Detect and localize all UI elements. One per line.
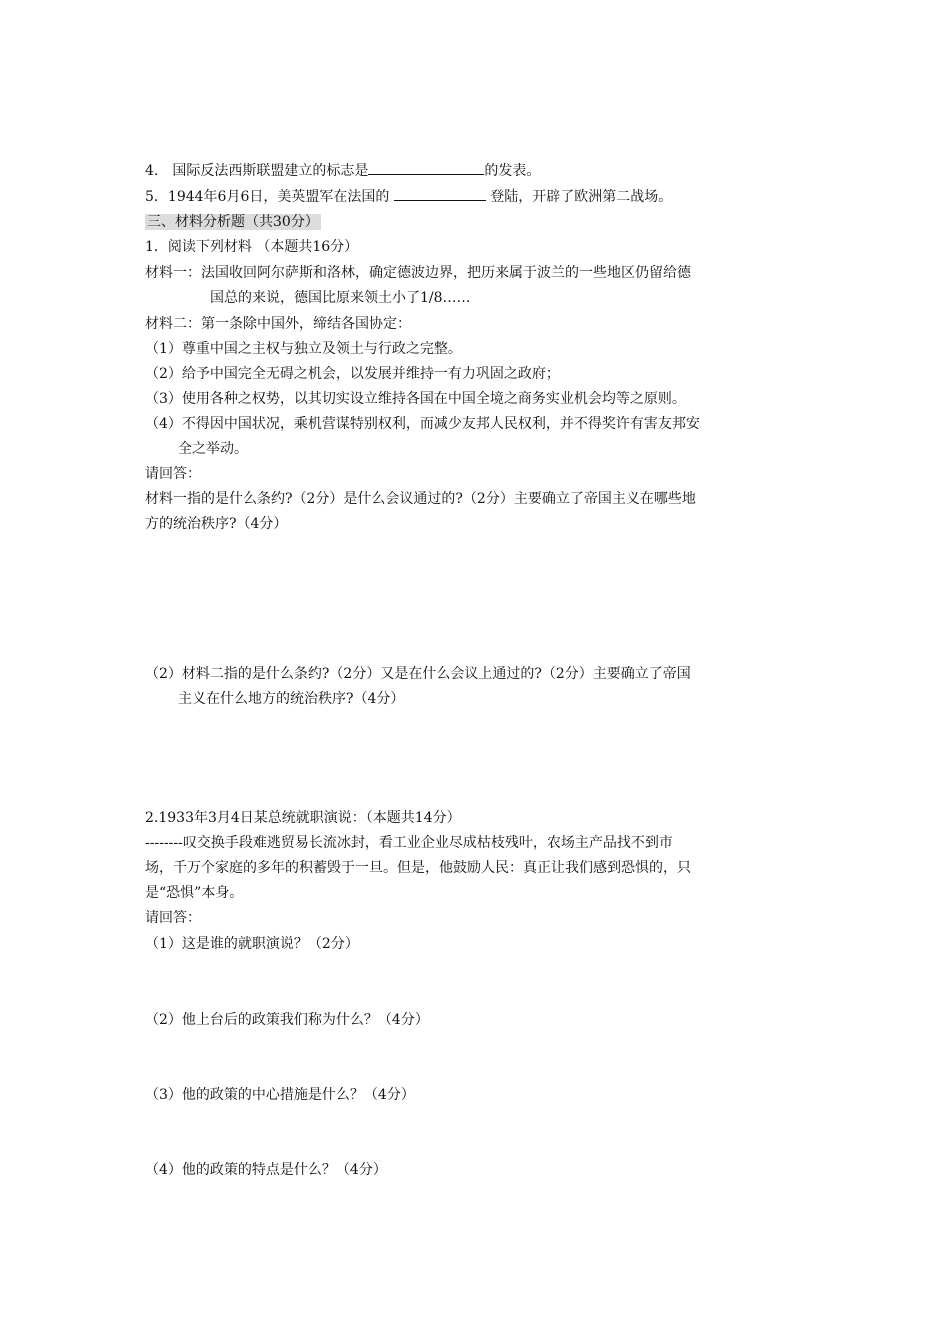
p1-material2-item4b: 全之举动。 (178, 441, 248, 457)
p1-material1-line1: 材料一：法国收回阿尔萨斯和洛林，确定德波边界，把历来属于波兰的一些地区仍留给德 (145, 265, 691, 281)
question-5 (145, 186, 672, 208)
q4-prefix: 4. 国际反法西斯联盟建立的标志是 (145, 163, 369, 179)
p1-question2-line1: （2）材料二指的是什么条约?（2分）又是在什么会议上通过的?（2分）主要确立了帝国 (145, 666, 691, 682)
section-3-title (145, 211, 321, 233)
p1-question1-line1: 材料一指的是什么条约?（2分）是什么会议通过的?（2分）主要确立了帝国主义在哪些地 (145, 491, 696, 507)
p1-heading: 1．阅读下列材料 （本题共16分） (145, 239, 359, 255)
p1-question1-line2: 方的统治秩序?（4分） (145, 516, 288, 532)
p2-text-line2: 场，千万个家庭的多年的积蓄毁于一旦。但是，他鼓励人民：真正让我们感到恐惧的，只 (145, 860, 691, 876)
p1-material2-item4a: （4）不得因中国状况，乘机营谋特别权利，而减少友邦人民权利，并不得奖许有害友邦安 (145, 416, 700, 432)
p1-ask: 请回答： (145, 466, 201, 482)
p2-text-line3: 是“恐惧”本身。 (145, 885, 244, 901)
p1-question2-line2: 主义在什么地方的统治秩序?（4分） (178, 691, 405, 707)
p2-question4: （4）他的政策的特点是什么？（4分） (145, 1162, 387, 1178)
p2-ask: 请回答： (145, 910, 201, 926)
p1-material1-line2: 国总的来说，德国比原来领土小了1/8…… (210, 290, 471, 306)
question-4 (145, 160, 540, 182)
p2-question1: （1）这是谁的就职演说？（2分） (145, 936, 359, 952)
p2-question2: （2）他上台后的政策我们称为什么？（4分） (145, 1012, 429, 1028)
section-3-title-text: 三、材料分析题（共30分） (147, 214, 319, 230)
p1-material2-item3: （3）使用各种之权势，以其切实设立维持各国在中国全境之商务实业机会均等之原则。 (145, 391, 686, 407)
q4-answer-blank[interactable] (368, 160, 484, 175)
p1-material2-head: 材料二：第一条除中国外，缔结各国协定： (145, 316, 411, 332)
q5-answer-blank[interactable] (394, 186, 486, 201)
p2-text-line1: --------叹交换手段难逃贸易长流冰封，看工业企业尽成枯枝残叶，农场主产品找不到市 (145, 835, 673, 851)
p1-material2-item1: （1）尊重中国之主权与独立及领土与行政之完整。 (145, 341, 462, 357)
p2-heading: 2.1933年3月4日某总统就职演说：（本题共14分） (145, 810, 461, 826)
q4-suffix: 的发表。 (484, 163, 541, 179)
q5-suffix: 登陆，开辟了欧洲第二战场。 (485, 189, 673, 205)
p2-question3: （3）他的政策的中心措施是什么？（4分） (145, 1087, 415, 1103)
q5-prefix: 5．1944年6月6日，美英盟军在法国的 (145, 189, 394, 205)
p1-material2-item2: （2）给予中国完全无碍之机会，以发展并维持一有力巩固之政府； (145, 366, 560, 382)
